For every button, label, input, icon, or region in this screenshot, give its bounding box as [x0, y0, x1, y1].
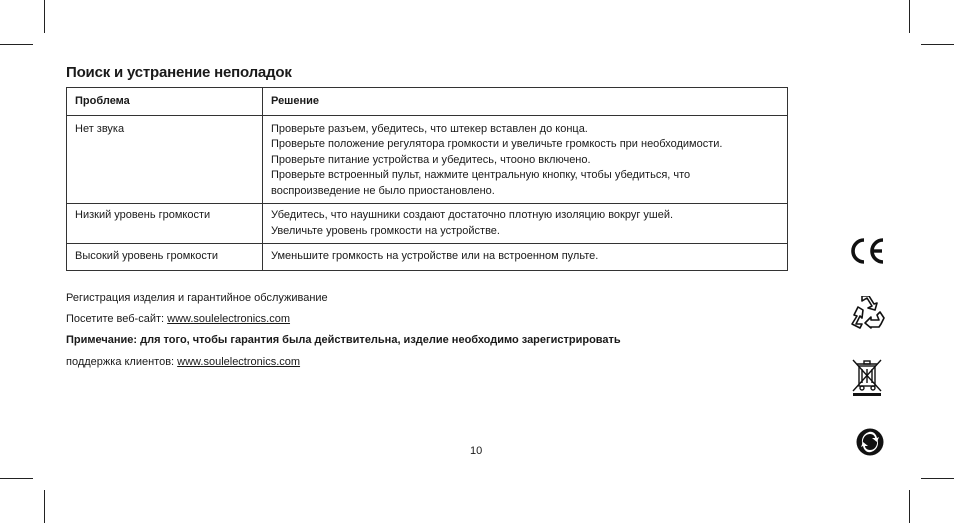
- registration-heading: Регистрация изделия и гарантийное обслуживание: [66, 292, 328, 304]
- solution-line: воспроизведение не было приостановлено.: [271, 184, 495, 197]
- solution-cell: [263, 204, 788, 244]
- crop-mark: [921, 44, 954, 45]
- solution-line: Проверьте питание устройства и убедитесь, чтооно включено.: [271, 153, 591, 166]
- solution-line: Увеличьте уровень громкости на устройстве.: [271, 224, 500, 237]
- ce-mark-icon: [847, 236, 887, 266]
- crop-mark: [0, 44, 33, 45]
- table-row: [67, 204, 788, 244]
- crop-mark: [44, 0, 45, 33]
- table-row: [67, 115, 788, 204]
- support-line: [66, 356, 300, 368]
- column-header-problem: Проблема: [67, 88, 263, 116]
- solution-line: Проверьте встроенный пульт, нажмите центральную кнопку, чтобы убедиться, что: [271, 169, 691, 181]
- support-label: поддержка клиентов:: [66, 356, 178, 368]
- solution-line: Уменьшите громкость на устройстве или на встроенном пульте.: [271, 250, 599, 262]
- table-header-row: [67, 88, 788, 116]
- crop-mark: [0, 478, 33, 479]
- recycle-icon: [848, 296, 886, 330]
- problem-cell: Низкий уровень громкости: [67, 204, 263, 244]
- troubleshooting-table: [66, 87, 788, 271]
- crop-mark: [921, 478, 954, 479]
- support-link[interactable]: www.soulelectronics.com: [177, 356, 301, 368]
- column-header-solution: Решение: [263, 88, 788, 116]
- solution-cell: [263, 115, 788, 204]
- solution-line: Проверьте положение регулятора громкости и увеличьте громкость при необходимости.: [271, 138, 723, 150]
- warranty-note: Примечание: для того, чтобы гарантия была действительна, изделие необходимо зарегистрировать: [66, 334, 621, 346]
- visit-label: Посетите веб-сайт:: [66, 313, 168, 325]
- solution-cell: [263, 244, 788, 271]
- section-title: Поиск и устранение неполадок: [66, 64, 292, 81]
- green-dot-icon: [855, 427, 885, 457]
- weee-crossed-bin-icon: [850, 358, 884, 398]
- crop-mark: [909, 490, 910, 523]
- website-link[interactable]: www.soulelectronics.com: [167, 313, 291, 325]
- page-number: 10: [470, 445, 483, 457]
- table-row: [67, 244, 788, 271]
- solution-line: Проверьте разъем, убедитесь, что штекер вставлен до конца.: [271, 122, 588, 135]
- crop-mark: [44, 490, 45, 523]
- crop-mark: [909, 0, 910, 33]
- problem-cell: Нет звука: [67, 115, 263, 204]
- visit-website-line: [66, 313, 290, 325]
- solution-line: Убедитесь, что наушники создают достаточно плотную изоляцию вокруг ушей.: [271, 209, 674, 221]
- problem-cell: Высокий уровень громкости: [67, 244, 263, 271]
